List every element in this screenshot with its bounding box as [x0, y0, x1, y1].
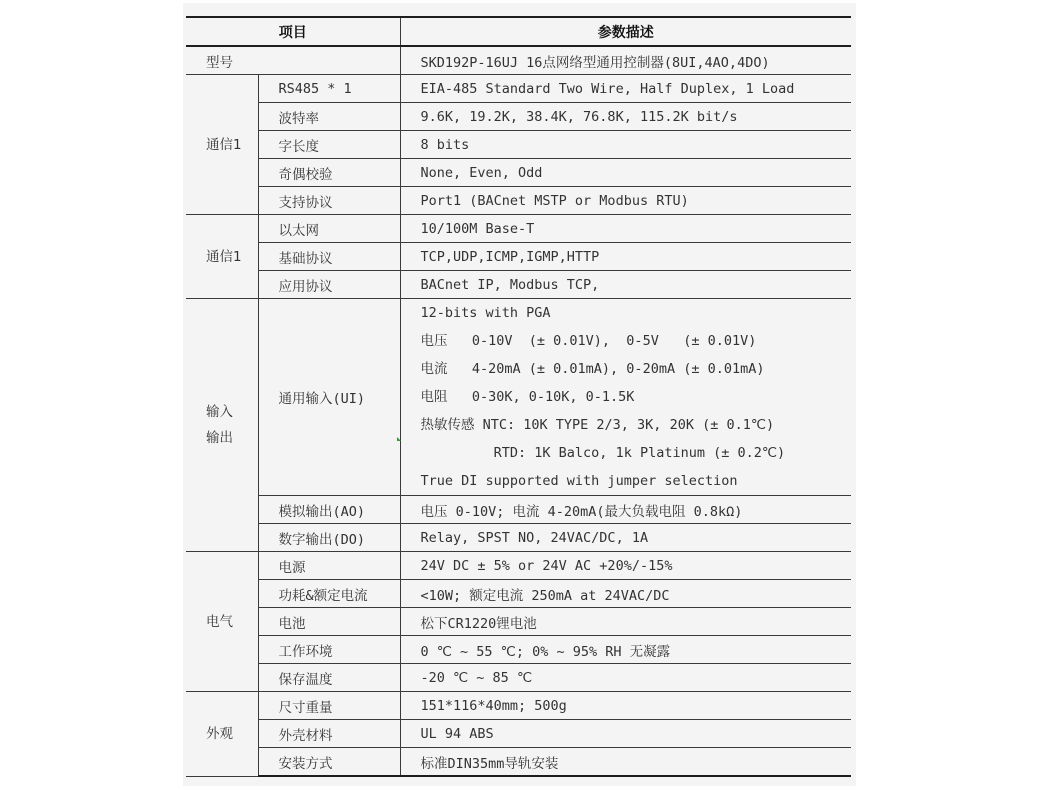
sub-label: 安装方式 [258, 748, 400, 777]
table-row [186, 159, 851, 187]
row-value: 151*116*40mm; 500g [400, 692, 851, 720]
row-value: 松下CR1220锂电池 [400, 608, 851, 636]
sub-label: 电池 [258, 608, 400, 636]
sub-label: 波特率 [258, 103, 400, 131]
group-label: 通信1 [186, 75, 258, 215]
group-label: 通信1 [186, 215, 258, 299]
sub-label: 外壳材料 [258, 720, 400, 748]
row-value: 0 ℃ ~ 55 ℃; 0% ~ 95% RH 无凝露 [400, 636, 851, 664]
table-row [186, 75, 851, 103]
row-value: TCP,UDP,ICMP,IGMP,HTTP [400, 243, 851, 271]
group-label [186, 299, 258, 552]
sub-label: 字长度 [258, 131, 400, 159]
table-row [186, 187, 851, 215]
sub-label: 奇偶校验 [258, 159, 400, 187]
row-value: EIA-485 Standard Two Wire, Half Duplex, 1 Load [400, 75, 851, 103]
table-row [186, 299, 851, 496]
group-label-line: 输出 [206, 430, 233, 446]
sub-label: 通用输入(UI) [258, 299, 400, 496]
row-value: 9.6K, 19.2K, 38.4K, 76.8K, 115.2K bit/s [400, 103, 851, 131]
table-row [186, 271, 851, 299]
sub-label: 功耗&额定电流 [258, 580, 400, 608]
table-row [186, 46, 851, 75]
row-value: SKD192P-16UJ 16点网络型通用控制器(8UI,4AO,4DO) [400, 46, 851, 75]
table-row [186, 748, 851, 777]
desc-line: 电阻 0-30K, 0-10K, 0-1.5K [420, 389, 635, 405]
table-row [186, 636, 851, 664]
desc-line: 热敏传感 NTC: 10K TYPE 2/3, 3K, 20K (± 0.1℃) [420, 417, 775, 433]
table-row [186, 496, 851, 524]
row-value: 标准DIN35mm导轨安装 [400, 748, 851, 777]
sub-label: 以太网 [258, 215, 400, 243]
sub-label: 工作环境 [258, 636, 400, 664]
row-label: 型号 [186, 46, 400, 75]
spec-table [186, 16, 851, 777]
group-label: 外观 [186, 692, 258, 777]
sub-label: RS485 * 1 [258, 75, 400, 103]
group-label-line: 输入 [206, 404, 233, 420]
row-value: Port1 (BACnet MSTP or Modbus RTU) [400, 187, 851, 215]
cell-marker [397, 437, 401, 441]
header-row [186, 17, 851, 46]
desc-line: RTD: 1K Balco, 1k Platinum (± 0.2℃) [420, 445, 786, 461]
table-row [186, 131, 851, 159]
sub-label: 数字输出(DO) [258, 524, 400, 552]
row-value: 电压 0-10V; 电流 4-20mA(最大负载电阻 0.8kΩ) [400, 496, 851, 524]
row-value: <10W; 额定电流 250mA at 24VAC/DC [400, 580, 851, 608]
sub-label: 基础协议 [258, 243, 400, 271]
table-row [186, 215, 851, 243]
sub-label: 电源 [258, 552, 400, 580]
table-row [186, 692, 851, 720]
row-value: UL 94 ABS [400, 720, 851, 748]
sub-label: 支持协议 [258, 187, 400, 215]
row-value: 8 bits [400, 131, 851, 159]
desc-line: True DI supported with jumper selection [420, 473, 738, 489]
table-row [186, 664, 851, 692]
row-value: Relay, SPST NO, 24VAC/DC, 1A [400, 524, 851, 552]
row-value: 10/100M Base-T [400, 215, 851, 243]
sub-label: 模拟输出(AO) [258, 496, 400, 524]
sub-label: 应用协议 [258, 271, 400, 299]
row-value: 24V DC ± 5% or 24V AC +20%/-15% [400, 552, 851, 580]
table-row [186, 608, 851, 636]
desc-line: 电流 4-20mA (± 0.01mA), 0-20mA (± 0.01mA) [420, 361, 765, 377]
row-value: BACnet IP, Modbus TCP, [400, 271, 851, 299]
header-desc: 参数描述 [400, 17, 851, 46]
header-item: 项目 [186, 17, 400, 46]
spec-sheet [183, 3, 856, 786]
table-row [186, 552, 851, 580]
desc-line: 12-bits with PGA [420, 305, 551, 321]
desc-line: 电压 0-10V (± 0.01V), 0-5V (± 0.01V) [420, 333, 757, 349]
table-row [186, 243, 851, 271]
row-value: -20 ℃ ~ 85 ℃ [400, 664, 851, 692]
table-row [186, 103, 851, 131]
table-row [186, 580, 851, 608]
sub-label: 尺寸重量 [258, 692, 400, 720]
sub-label: 保存温度 [258, 664, 400, 692]
table-row [186, 524, 851, 552]
ui-description [400, 299, 851, 496]
row-value: None, Even, Odd [400, 159, 851, 187]
group-label: 电气 [186, 552, 258, 692]
table-row [186, 720, 851, 748]
